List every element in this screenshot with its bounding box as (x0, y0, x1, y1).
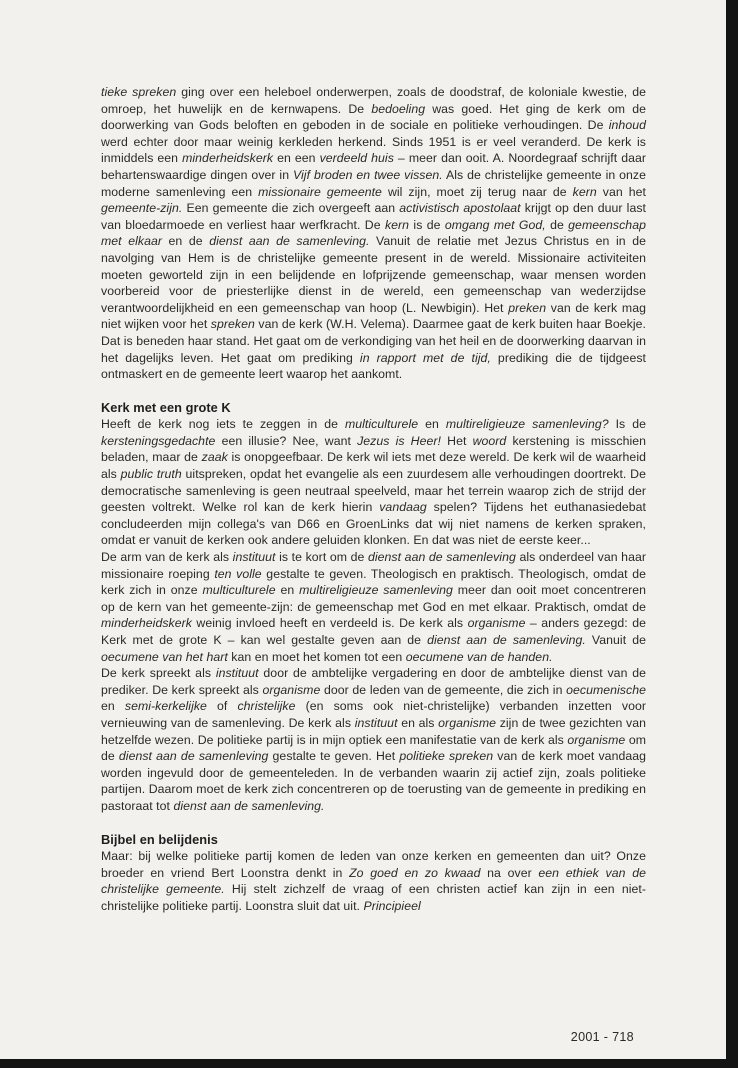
text-run: Vanuit de relatie met Jezus Christus en in de navolging van Hem is de christelijke gemeente present in de wereld. Missionaire activiteiten moeten geworteld zijn in een belijdende en lofprijzende gemeenschap, waar mensen worden voorbereid voor de priesterlijke dienst in de wereld, een gemeenschap van wederzijdse verantwoordelijkheid en een gemeenschap van hoop (L. Newbigin). Het (101, 234, 646, 315)
italic-run: gemeenschap met elkaar (101, 217, 646, 249)
text-run: door de ambtelijke vergadering en door de ambtelijke dienst van de prediker. De kerk spreekt als (101, 666, 646, 697)
italic-run: bedoeling (371, 101, 426, 116)
text-run: De kerk spreekt als (101, 666, 216, 681)
text-run: en (418, 417, 446, 432)
article-body (101, 84, 646, 915)
text-run: Is de (608, 417, 646, 432)
italic-run: kern (572, 184, 597, 199)
italic-run: een ethiek van de christelijke gemeente. (101, 865, 646, 897)
text-run: en een (273, 151, 320, 166)
paragraph (101, 416, 646, 549)
text-run: kan en moet het komen tot een (227, 649, 406, 664)
italic-run: dienst aan de samenleving. (173, 798, 325, 813)
text-run: Een gemeente die zich overgeeft aan (182, 201, 400, 216)
page-number: 2001 - 718 (570, 1030, 634, 1044)
italic-run: preken (508, 300, 547, 315)
text-run: is onopgeefbaar. De kerk wil iets met deze wereld. De kerk wil de waarheid als (101, 450, 646, 482)
italic-run: kersteningsgedachte (101, 433, 216, 448)
italic-run: ten volle (214, 566, 262, 581)
text-run: (en soms ook niet-christelijke) verbanden inzetten voor vernieuwing van de samenleving. De kerk als (101, 699, 647, 730)
italic-run: minderheidskerk (101, 616, 192, 631)
italic-run: missionaire gemeente (258, 184, 382, 199)
italic-run: zaak (201, 450, 228, 465)
text-run: is de (409, 217, 445, 232)
text-run: – anders gezegd: de Kerk met de grote K – kan wel gestalte geven aan de (101, 616, 646, 647)
italic-run: Vijf broden en twee vissen. (293, 167, 443, 182)
scan-edge-bottom (0, 1059, 738, 1068)
section-heading: Kerk met een grote K (101, 399, 231, 415)
paragraph (101, 665, 646, 814)
text-run: weinig invloed heeft en verdeeld is. De kerk als (191, 616, 468, 631)
section-heading: Bijbel en belijdenis (101, 831, 218, 847)
italic-run: politieke spreken (399, 749, 494, 764)
italic-run: dienst aan de samenleving. (427, 633, 586, 647)
italic-run: organisme (262, 682, 321, 697)
text-run: uitspreken, opdat het evangelie als een zuurdesem alle verhoudingen doortrekt. De democratische samenleving is geen neutraal speelveld, maar het terrein waarop zich de strijd der geesten voltrekt. Welke rol kan de kerk hierin (101, 467, 646, 515)
italic-run: instituut (215, 666, 259, 681)
text-run: en als (397, 715, 439, 730)
italic-run: organisme (467, 616, 526, 631)
text-run: – meer dan ooit. A. Noordegraaf schrijft daar behartenswaardige dingen over in (101, 151, 646, 182)
italic-run: christelijke (237, 699, 296, 714)
text-run: als onderdeel van haar missionaire roeping (101, 550, 646, 581)
paragraph (101, 848, 646, 914)
italic-run: minderheidskerk (182, 151, 274, 166)
italic-run: organisme (438, 715, 497, 730)
text-run: Het (441, 433, 473, 448)
italic-run: oecumene van de handen. (405, 649, 553, 664)
italic-run: organisme (567, 732, 626, 747)
text-run: of (206, 699, 238, 714)
text-run: Maar: bij welke politieke partij komen de leden van onze kerken en gemeenten dan uit? Onze broeder en vriend Bert Loonstra denkt in (101, 849, 646, 880)
paragraph (101, 84, 646, 383)
text-run: de (545, 217, 569, 232)
italic-run: inhoud (608, 118, 646, 133)
text-run: van de kerk (W.H. Velema). Daarmee gaat de kerk buiten haar Boekje. Dat is beneden haar stand. Het gaat om de verkondiging van het heil en de doorwerking daarvan in het dagelijks leven. Het gaat om prediking (101, 317, 646, 365)
text-run: om de (101, 732, 647, 764)
text-run: wil zijn, moet zij terug naar de (381, 184, 573, 199)
text-run: De arm van de kerk als (101, 550, 233, 565)
italic-run: spreken (210, 317, 255, 332)
italic-run: semi-kerkelijke (124, 699, 207, 714)
text-run: van de kerk mag niet wijken voor het (101, 300, 646, 332)
italic-run: dienst aan de samenleving. (209, 234, 370, 249)
italic-run: omgang met God, (444, 217, 546, 232)
text-run: prediking die de tijdgeest ontmaskert en de gemeente leert waarop het aankomt. (101, 350, 647, 382)
italic-run: instituut (354, 715, 398, 730)
text-run: en (275, 583, 300, 598)
scan-edge-right (726, 0, 738, 1068)
text-run: werd echter door maar weinig kerkleden herkend. Sinds 1951 is er veel veranderd. De kerk is inmiddels een (101, 134, 646, 166)
italic-run: gemeente-zijn. (101, 201, 183, 216)
italic-run: in rapport met de tijd, (359, 350, 491, 365)
italic-run: vandaag (379, 500, 427, 515)
text-run: spelen? Tijdens het euthanasiedebat concludeerden mijn collega's van D66 en GroenLinks dat wij niet namens de kerken spraken, omdat er vanuit de kerken ook andere geluiden klonken. En dat was niet de eerste keer... (101, 500, 646, 548)
italic-run: public truth (120, 467, 182, 482)
text-run: meer dan ooit moet concentreren op de kern van het gemeente-zijn: de gemeenschap met God en met elkaar. Praktisch, omdat de (101, 583, 647, 614)
italic-run: tieke spreken (101, 85, 177, 99)
italic-run: woord (472, 433, 507, 448)
text-run: was goed. Het ging de kerk om de doorwerking van Gods beloften en geboden in de sociale en politieke verhoudingen. De (101, 101, 646, 133)
text-run: Vanuit de (585, 633, 646, 647)
text-run: Heeft de kerk nog iets te zeggen in de (101, 417, 345, 432)
italic-run: Principieel (363, 898, 421, 913)
italic-run: oecumenische (566, 682, 646, 697)
italic-run: multiculturele (202, 583, 276, 598)
text-run: krijgt op den duur last van bloedarmoede en verliest haar werfkracht. De (101, 201, 647, 232)
text-run: gestalte te geven. Het (268, 749, 400, 764)
paragraph (101, 549, 646, 665)
text-run: en (101, 699, 125, 714)
text-run: Als de christelijke gemeente in onze moderne samenleving een (101, 167, 646, 199)
italic-run: oecumene van het hart (101, 649, 228, 664)
text-run: van de kerk moet vandaag worden ingevuld door de gemeenteleden. In de verbanden waarin zij actief zijn, zoals politieke partijen. Daarom moet de kerk zich concentreren op de toerusting van de gemeente in prediking en pastoraat tot (101, 749, 647, 813)
text-run: kerstening is misschien beladen, maar de (101, 433, 647, 465)
italic-run: multiculturele (344, 417, 419, 432)
text-run: van het (596, 184, 647, 199)
italic-run: multireligieuze samenleving (299, 583, 453, 598)
text-run: gestalte te geven. Theologisch en praktisch. Theologisch, omdat de kerk zich in onze (101, 566, 646, 598)
italic-run: Zo goed en zo kwaad (349, 865, 481, 880)
italic-run: Jezus is Heer! (357, 433, 442, 448)
italic-run: dienst aan de samenleving (118, 749, 269, 764)
text-run: ging over een heleboel onderwerpen, zoals de doodstraf, de koloniale kwestie, de omroep, het huwelijk en de kernwapens. De (101, 85, 646, 116)
text-run: door de leden van de gemeente, die zich in (320, 682, 567, 697)
section-gap (101, 383, 646, 400)
section-gap (101, 815, 646, 832)
italic-run: activistisch apostolaat (399, 201, 521, 216)
text-run: een illusie? Nee, want (215, 433, 358, 448)
italic-run: verdeeld huis (319, 151, 394, 166)
text-run: Hij stelt zichzelf de vraag of een christen actief kan zijn in een niet-christelijke politieke partij. Loonstra sluit dat uit. (101, 882, 647, 913)
text-run: is te kort om de (275, 550, 368, 565)
text-run: na over (480, 865, 539, 880)
text-run: zijn de twee gezichten van hetzelfde wezen. De politieke partij is in mijn optiek een manifestatie van de kerk als (101, 715, 646, 747)
italic-run: dienst aan de samenleving (367, 550, 516, 565)
italic-run: instituut (232, 550, 276, 565)
italic-run: kern (384, 217, 410, 232)
italic-run: multireligieuze samenleving? (445, 417, 609, 432)
text-run: en de (162, 234, 210, 249)
